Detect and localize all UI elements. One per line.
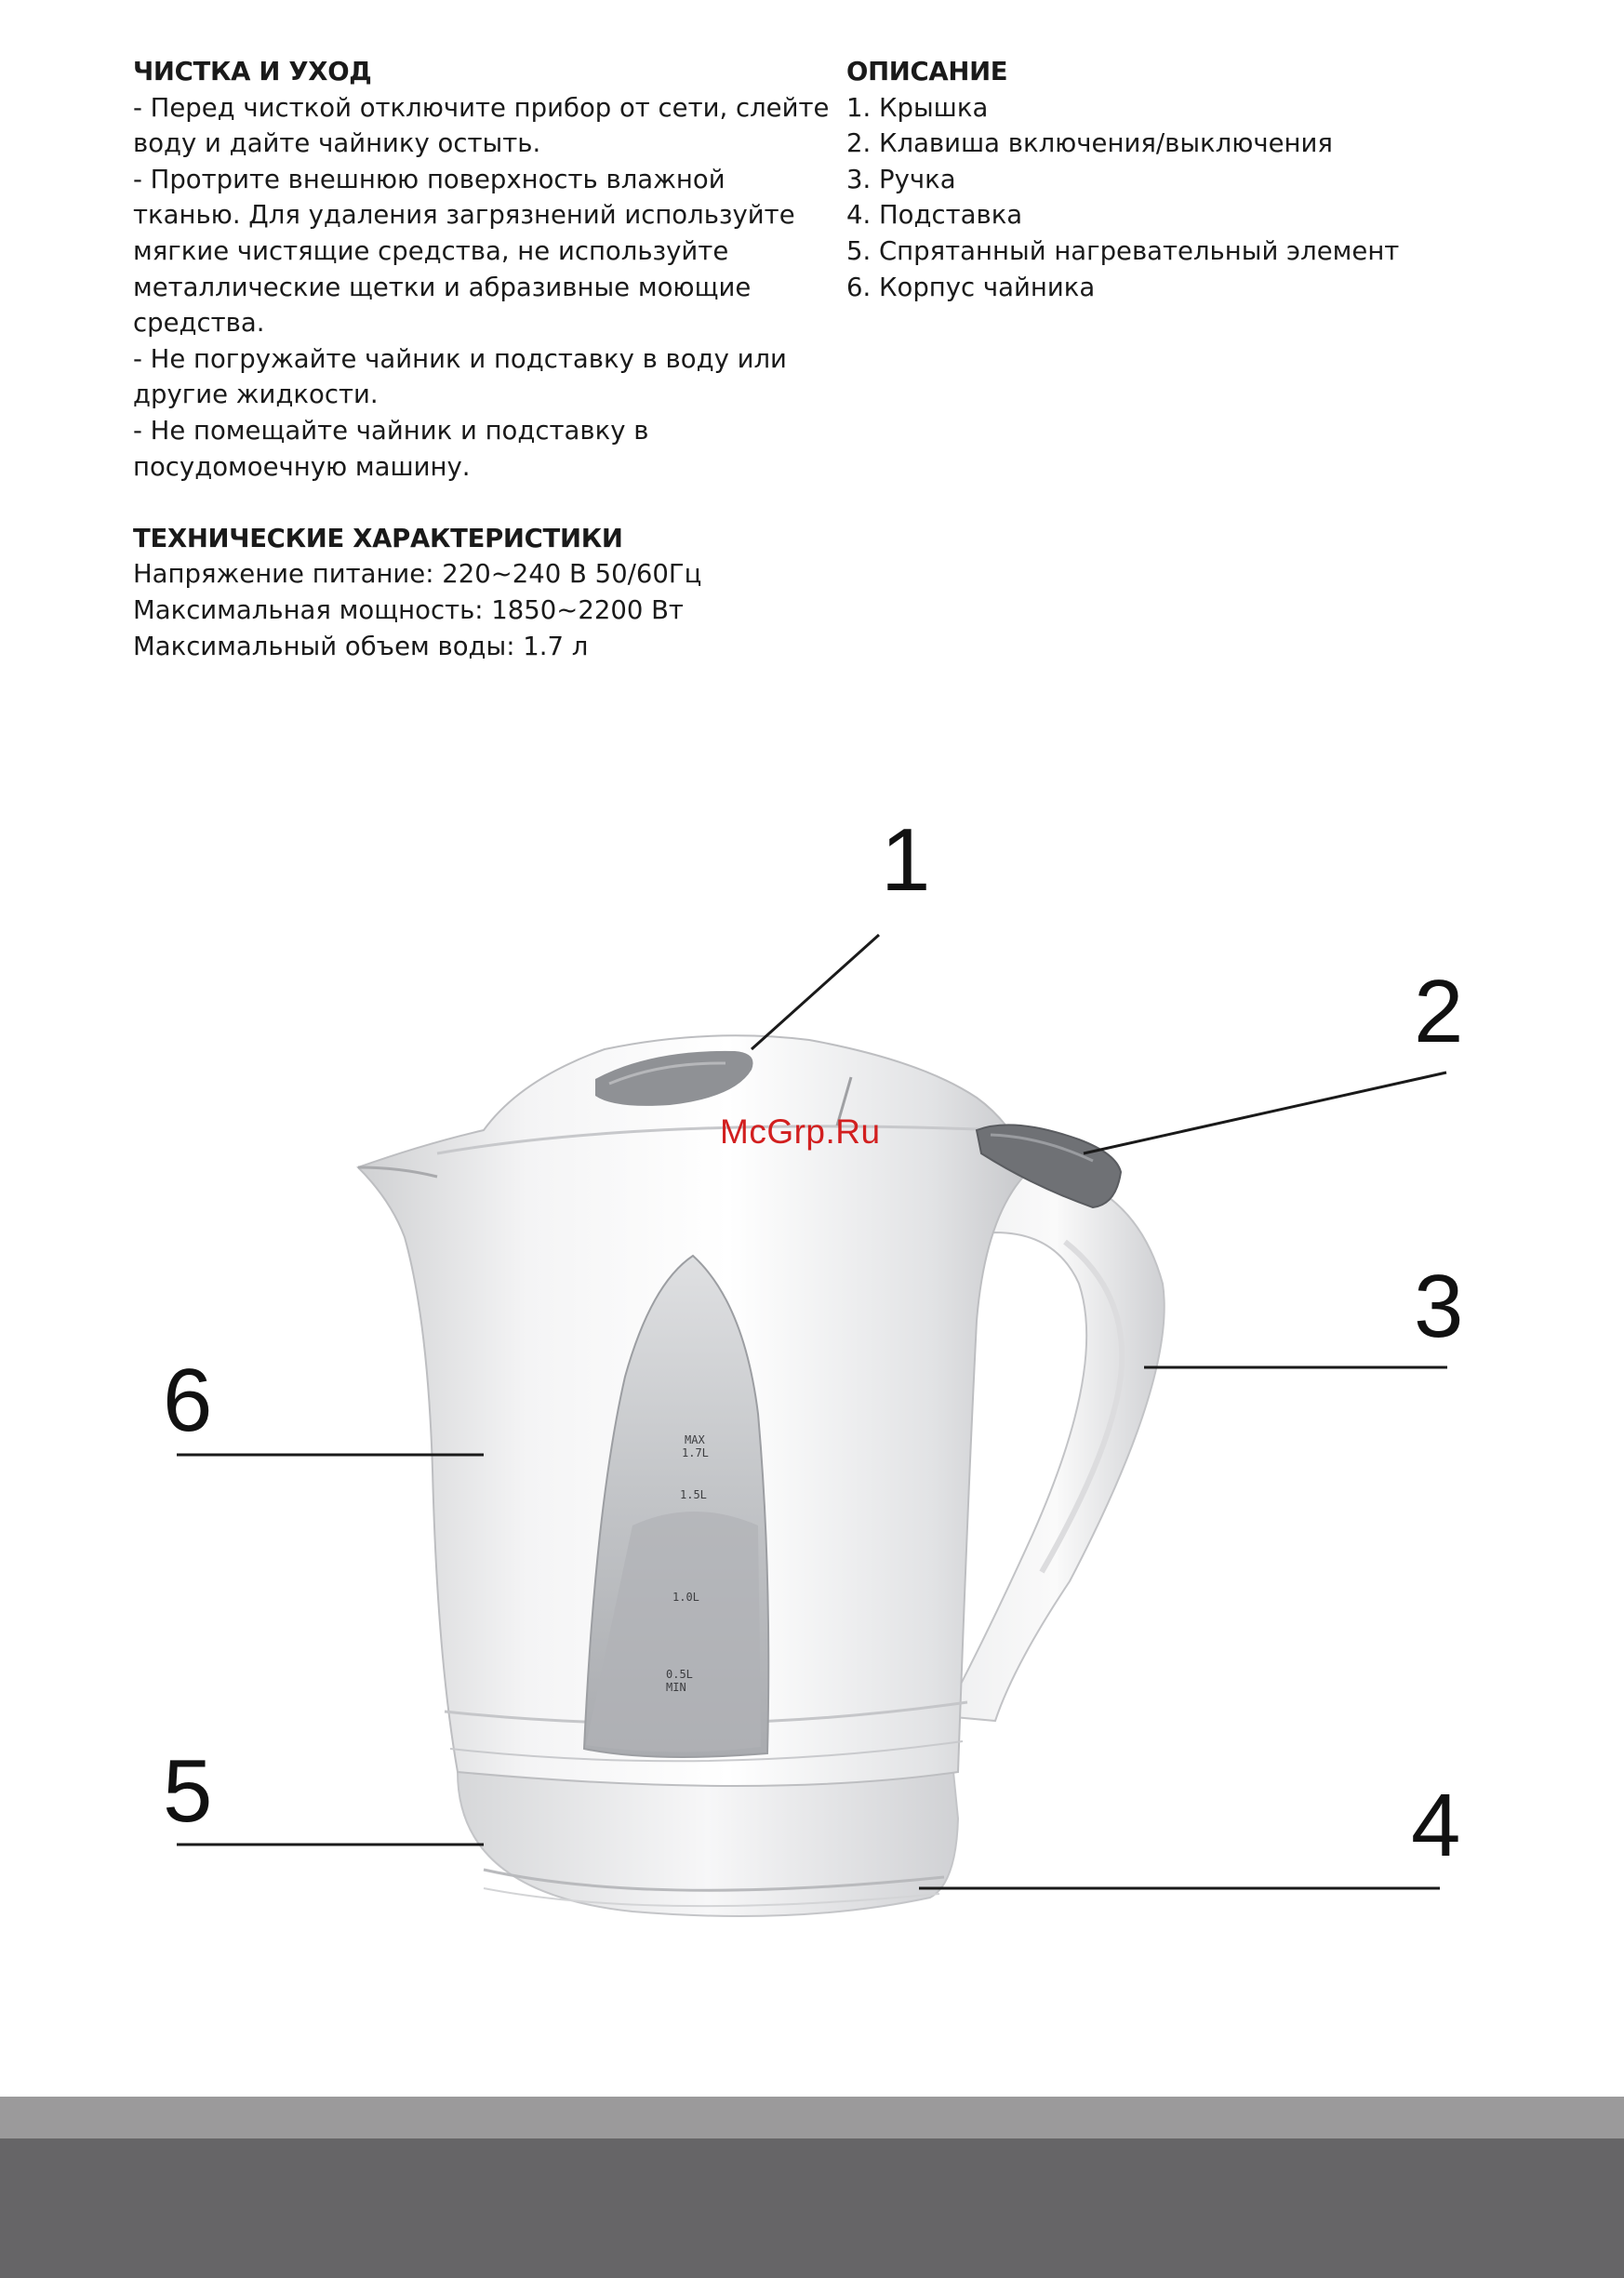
kettle-base <box>458 1772 958 1916</box>
cleaning-line: - Протрите внешнюю поверхность влажной <box>133 164 725 194</box>
description-item: 1. Крышка <box>846 92 989 123</box>
gauge-mark: 1.5L <box>680 1488 707 1501</box>
cleaning-line: посудомоечную машину. <box>133 451 471 482</box>
left-column <box>133 54 830 664</box>
cleaning-line: другие жидкости. <box>133 380 379 410</box>
cleaning-line: - Перед чисткой отключите прибор от сети, слейте <box>133 92 830 123</box>
gauge-mark: 0.5L <box>666 1668 693 1681</box>
watermark: McGrp.Ru <box>720 1112 881 1151</box>
spec-line: Максимальная мощность: 1850~2200 Вт <box>133 594 684 625</box>
kettle-illustration <box>0 819 1624 2121</box>
footer-band-dark <box>0 2138 1624 2278</box>
cleaning-line: - Не помещайте чайник и подставку в <box>133 415 649 446</box>
kettle-figure <box>0 810 1624 2121</box>
cleaning-heading: ЧИСТКА И УХОД <box>133 57 372 87</box>
cleaning-line: воду и дайте чайнику остыть. <box>133 128 541 159</box>
callout-line-1 <box>752 935 879 1049</box>
callout-number-1: 1 <box>881 810 931 910</box>
right-column <box>846 54 1516 305</box>
specs-heading: ТЕХНИЧЕСКИЕ ХАРАКТЕРИСТИКИ <box>133 523 623 553</box>
callout-number-5: 5 <box>163 1741 213 1841</box>
gauge-mark: 1.7L <box>682 1446 709 1459</box>
specs-text <box>133 556 803 664</box>
description-heading: ОПИСАНИЕ <box>846 57 1008 87</box>
cleaning-line: мягкие чистящие средства, не используйте <box>133 235 729 266</box>
description-item: 3. Ручка <box>846 164 956 194</box>
description-item: 6. Корпус чайника <box>846 272 1096 302</box>
callout-number-3: 3 <box>1414 1257 1464 1356</box>
description-item: 4. Подставка <box>846 200 1023 231</box>
spec-line: Напряжение питание: 220~240 В 50/60Гц <box>133 559 702 590</box>
section-spacer <box>133 485 803 521</box>
callout-number-4: 4 <box>1411 1776 1461 1875</box>
cleaning-text <box>133 90 830 486</box>
gauge-mark: MIN <box>666 1681 686 1694</box>
cleaning-line: - Не погружайте чайник и подставку в воду или <box>133 343 787 374</box>
footer-band-light <box>0 2097 1624 2138</box>
gauge-mark: 1.0L <box>672 1591 699 1604</box>
spec-line: Максимальный объем воды: 1.7 л <box>133 631 589 661</box>
cleaning-line: металлические щетки и абразивные моющие <box>133 272 752 302</box>
description-item: 5. Спрятанный нагревательный элемент <box>846 235 1400 266</box>
description-item: 2. Клавиша включения/выключения <box>846 128 1333 159</box>
callout-number-2: 2 <box>1414 962 1464 1061</box>
cleaning-line: средства. <box>133 308 265 339</box>
gauge-mark: MAX <box>685 1433 705 1446</box>
cleaning-line: тканью. Для удаления загрязнений используйте <box>133 200 795 231</box>
callout-number-6: 6 <box>163 1351 213 1450</box>
callout-line-2 <box>1084 1072 1446 1153</box>
